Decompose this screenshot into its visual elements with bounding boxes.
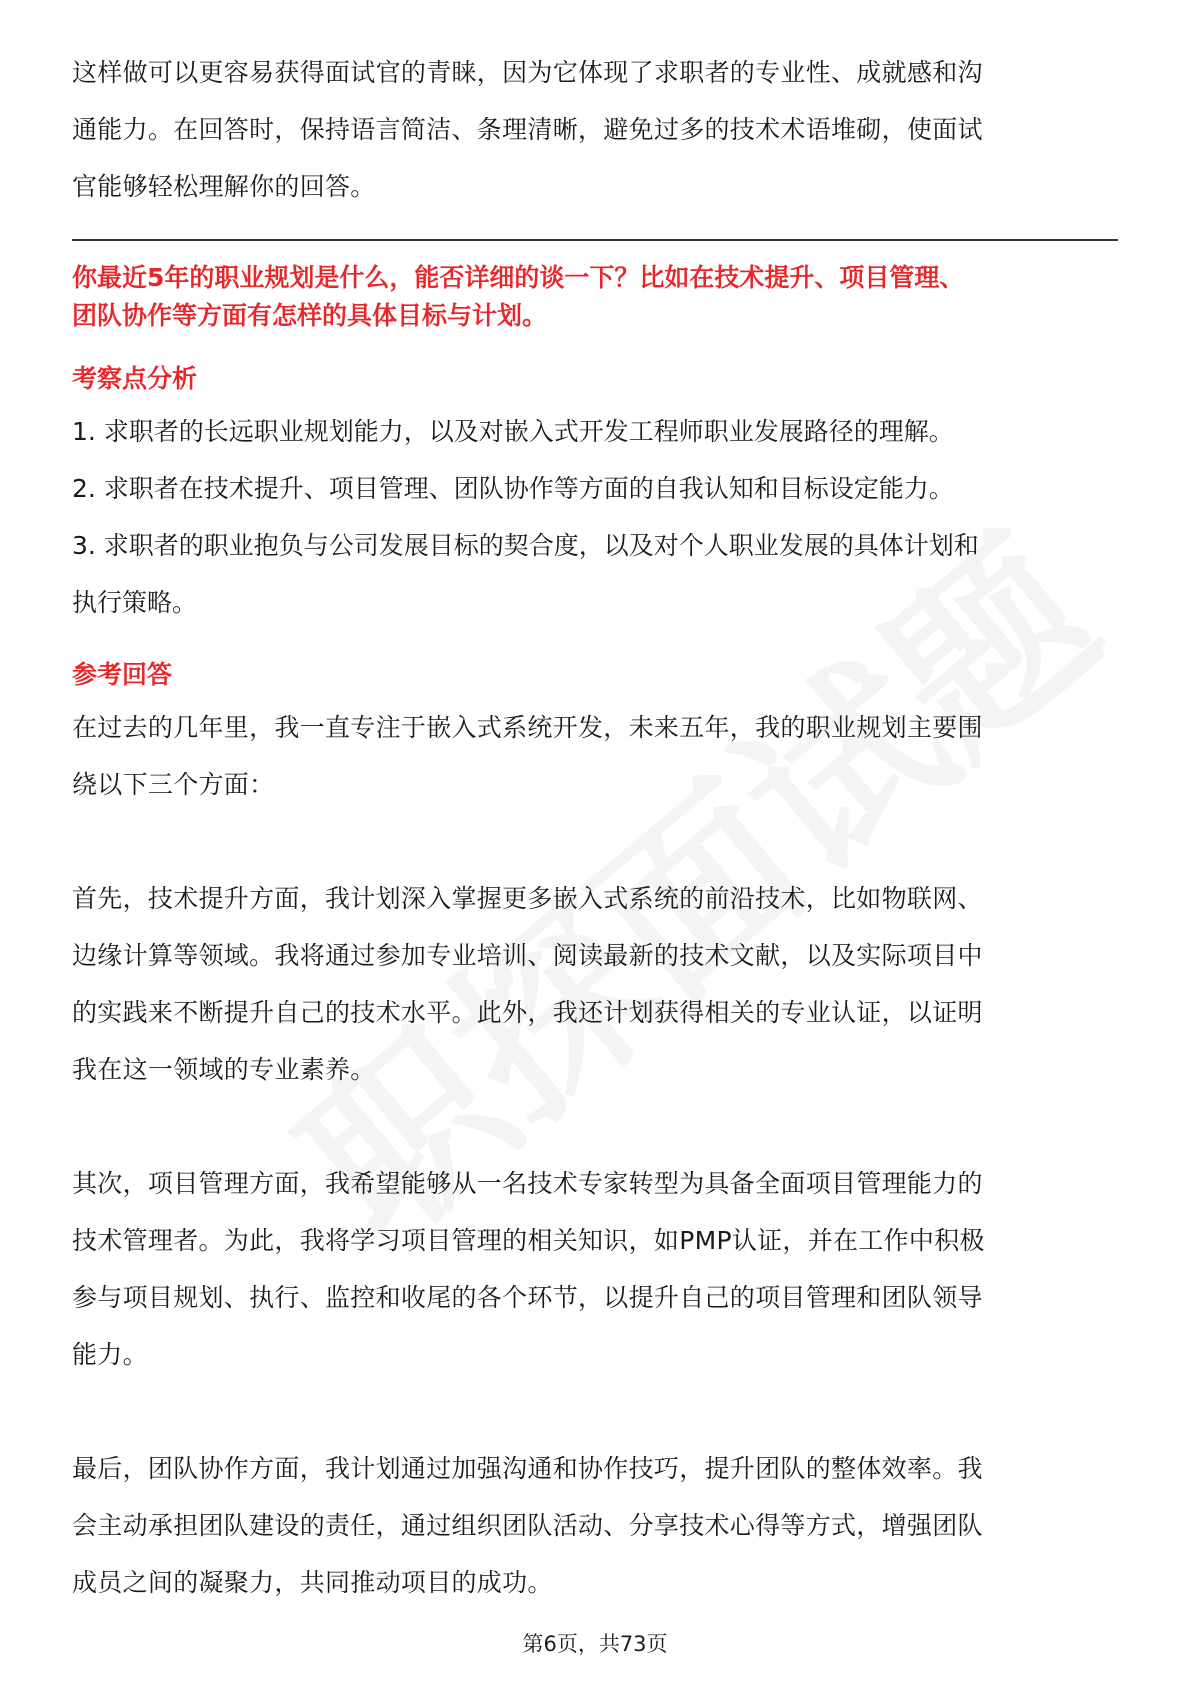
question-line: 团队协作等方面有怎样的具体目标与计划。 (72, 301, 548, 330)
page-number: 第6页，共73页 (522, 1632, 668, 1656)
answer-line: 在过去的几年里，我一直专注于嵌入式系统开发，未来五年，我的职业规划主要围 (72, 713, 983, 742)
paragraph-gap (72, 1383, 1118, 1440)
answer-body (72, 699, 1118, 1611)
answer-line: 技术管理者。为此，我将学习项目管理的相关知识，如PMP认证，并在工作中积极 (72, 1226, 985, 1255)
answer-line: 首先，技术提升方面，我计划深入掌握更多嵌入式系统的前沿技术，比如物联网、 (72, 884, 983, 913)
answer-title: 参考回答 (72, 660, 173, 689)
analysis-list (72, 403, 1118, 631)
answer-paragraph (72, 1155, 1118, 1383)
answer-paragraph (72, 870, 1118, 1098)
intro-line: 这样做可以更容易获得面试官的青睐，因为它体现了求职者的专业性、成就感和沟 (72, 58, 983, 87)
section-divider (72, 239, 1118, 241)
answer-line: 的实践来不断提升自己的技术水平。此外，我还计划获得相关的专业认证，以证明 (72, 998, 983, 1027)
analysis-item: 3. 求职者的职业抱负与公司发展目标的契合度，以及对个人职业发展的具体计划和 (72, 531, 979, 560)
answer-line: 能力。 (72, 1340, 148, 1369)
answer-line: 会主动承担团队建设的责任，通过组织团队活动、分享技术心得等方式，增强团队 (72, 1511, 983, 1540)
answer-paragraph (72, 1440, 1118, 1611)
paragraph-gap (72, 813, 1118, 870)
analysis-title: 考察点分析 (72, 364, 198, 393)
paragraph-gap (72, 1098, 1118, 1155)
analysis-item: 1. 求职者的长远职业规划能力，以及对嵌入式开发工程师职业发展路径的理解。 (72, 417, 954, 446)
analysis-item: 2. 求职者在技术提升、项目管理、团队协作等方面的自我认知和目标设定能力。 (72, 474, 954, 503)
answer-line: 成员之间的凝聚力，共同推动项目的成功。 (72, 1568, 553, 1597)
answer-line: 边缘计算等领域。我将通过参加专业培训、阅读最新的技术文献，以及实际项目中 (72, 941, 983, 970)
intro-line: 官能够轻松理解你的回答。 (72, 172, 376, 201)
intro-paragraph (72, 44, 1118, 215)
intro-line: 通能力。在回答时，保持语言简洁、条理清晰，避免过多的技术术语堆砌，使面试 (72, 115, 983, 144)
answer-line: 其次，项目管理方面，我希望能够从一名技术专家转型为具备全面项目管理能力的 (72, 1169, 983, 1198)
page-content (72, 44, 1118, 1611)
answer-paragraph (72, 699, 1118, 813)
answer-line: 参与项目规划、执行、监控和收尾的各个环节，以提升自己的项目管理和团队领导 (72, 1283, 983, 1312)
answer-line: 绕以下三个方面： (72, 770, 275, 799)
answer-line: 我在这一领域的专业素养。 (72, 1055, 376, 1084)
question-line: 你最近5年的职业规划是什么，能否详细的谈一下？比如在技术提升、项目管理、 (72, 263, 965, 292)
question-heading (72, 259, 1118, 335)
analysis-item-continued: 执行策略。 (72, 588, 198, 617)
answer-line: 最后，团队协作方面，我计划通过加强沟通和协作技巧，提升团队的整体效率。我 (72, 1454, 983, 1483)
